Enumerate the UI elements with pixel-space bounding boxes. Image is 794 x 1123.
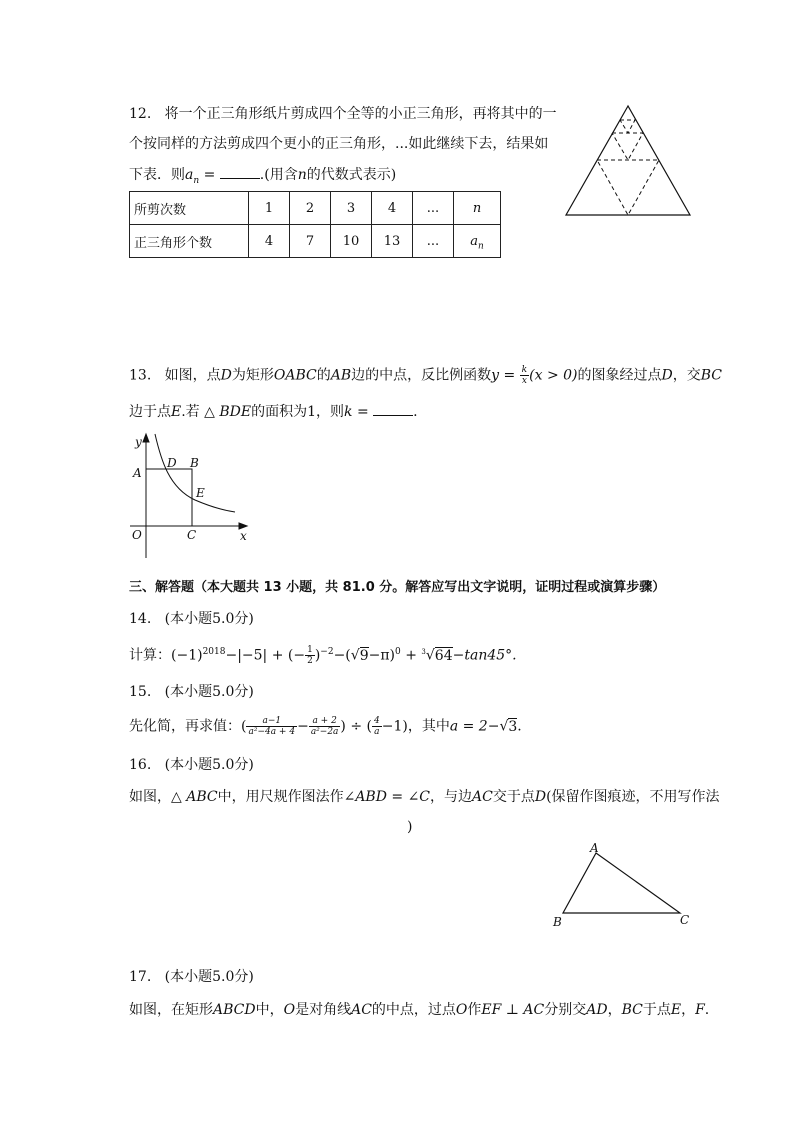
- q12-text-1: 将一个正三角形纸片剪成四个全等的小正三角形，再将其中的一: [164, 106, 557, 122]
- table-cell: 1: [249, 192, 290, 225]
- graph-label-D: D: [167, 456, 177, 470]
- q16-line1: 如图，△ ABC中，用尺规作图法作∠ABD = ∠C，与边AC交于点D(保留作图痕迹，不用写作法: [129, 789, 720, 805]
- q13-coordinate-graph: [125, 430, 255, 560]
- q14-header: [129, 609, 254, 629]
- table-cell: $a_n$: [454, 225, 501, 258]
- table-cell: 7: [290, 225, 331, 258]
- q13-line1: 13. 如图，点D为矩形OABC的AB边的中点，反比例函数y = $\frac{k}{x}$ (x > 0)的图象经过点D，交BC: [129, 365, 722, 386]
- table-row: [130, 192, 501, 225]
- table-row-header: 正三角形个数: [130, 225, 249, 258]
- q16-triangle-figure: [548, 840, 694, 932]
- q17-header: [129, 967, 254, 987]
- q13-number: 13.: [129, 367, 152, 384]
- table-cell: 4: [372, 192, 413, 225]
- graph-label-A: A: [133, 466, 142, 480]
- q12-answer-blank[interactable]: [220, 164, 260, 179]
- q16-number: 16.: [129, 757, 152, 773]
- table-cell: 4: [249, 225, 290, 258]
- q13-line2: 边于点E.若 △ BDE的面积为1，则k = .: [129, 401, 418, 422]
- q14-expression: 计算：$(-1)^{2018}-|-5|$ + (− $\frac{1}{2}$ )$^{-2}-(√9-\pi)^0 + ^3√64-\tan 45^\circ$.: [129, 645, 517, 666]
- q12-number: 12.: [129, 106, 152, 122]
- q12-line3: 下表．则$a_n$ = .(用含n的代数式表示): [129, 164, 396, 185]
- q14-score: (本小题5.0分): [164, 611, 254, 627]
- q16-score: (本小题5.0分): [164, 757, 254, 773]
- table-cell: 3: [331, 192, 372, 225]
- table-cell: ...: [413, 192, 454, 225]
- q16-line2: ): [407, 819, 413, 835]
- table-cell: 2: [290, 192, 331, 225]
- table-cell: 10: [331, 225, 372, 258]
- q14-number: 14.: [129, 611, 152, 627]
- q12-text-2: 个按同样的方法剪成四个更小的正三角形，...如此继续下去，结果如: [129, 136, 549, 152]
- q17-line1: 如图，在矩形ABCD中，O是对角线AC的中点，过点O作EF ⊥ AC分别交AD，BC于点E，F.: [129, 1002, 710, 1018]
- q17-score: (本小题5.0分): [164, 969, 254, 985]
- graph-label-C: C: [187, 528, 197, 542]
- q15-number: 15.: [129, 684, 152, 700]
- graph-label-O: O: [132, 528, 142, 542]
- triangle-subdivision-figure: [562, 104, 694, 218]
- q12-sequence-table: [129, 191, 501, 258]
- table-row: [130, 225, 501, 258]
- table-cell: 13: [372, 225, 413, 258]
- graph-label-x: x: [240, 529, 247, 543]
- table-row-header: 所剪次数: [130, 192, 249, 225]
- q13-answer-blank[interactable]: [373, 401, 413, 416]
- q15-score: (本小题5.0分): [164, 684, 254, 700]
- table-cell: n: [454, 192, 501, 225]
- triangle-label-C: C: [680, 913, 690, 927]
- graph-label-y: y: [135, 435, 142, 449]
- k-over-x-fraction: $\frac{k}{x}$: [521, 365, 528, 386]
- q16-header: [129, 755, 254, 775]
- q17-number: 17.: [129, 969, 152, 985]
- q15-header: [129, 682, 254, 702]
- graph-label-B: B: [190, 456, 199, 470]
- q12-line1: [129, 104, 557, 124]
- triangle-label-B: B: [553, 915, 562, 929]
- section-3-heading: 三、解答题（本大题共 13 小题，共 81.0 分。解答应写出文字说明，证明过程或演算步骤）: [129, 580, 666, 595]
- graph-label-E: E: [196, 486, 205, 500]
- q12-line2: [129, 134, 548, 154]
- triangle-label-A: A: [590, 841, 599, 855]
- q15-expression: 先化简，再求值：( $\frac{a-1}{\text{a²−4a + 4}}$ − $\frac{a + 2}{\text{a²−2a}}$ ) ÷ ( $\frac{4}{a}$ −1)，其中a = 2−√3.: [129, 716, 522, 737]
- table-cell: ...: [413, 225, 454, 258]
